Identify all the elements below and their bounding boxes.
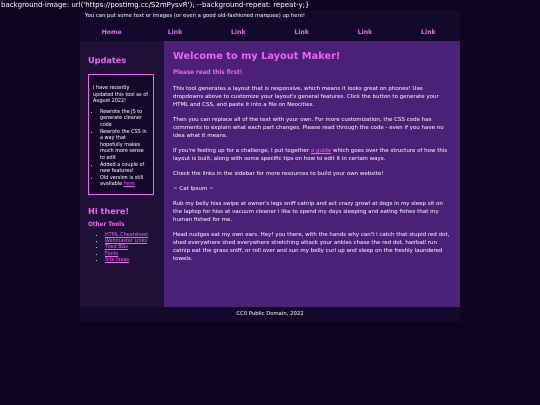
tool-link-webmaster-links[interactable]: Webmaster Links [105, 238, 148, 245]
updates-box [88, 74, 154, 195]
page-title: Welcome to my Layout Maker! [173, 51, 341, 62]
updates-list [93, 109, 149, 188]
read-first-heading: Please read this first! [173, 70, 243, 76]
resources-paragraph: Check the links in the sidebar for more resources to build your own website! [173, 171, 384, 177]
updates-intro: I have recently updated this tool as of August 2022! [93, 85, 148, 105]
tools-list-item [105, 257, 164, 263]
tool-link-fonts[interactable]: Fonts [105, 250, 119, 257]
updates-item: • Rewrote the JS to generate cleaner code [100, 109, 149, 129]
updates-item [100, 175, 149, 188]
tool-link-html-cheatsheet[interactable]: HTML Cheatsheet [105, 231, 149, 238]
guide-text-after: which goes over the structure of how this layout is built, along with some specific tips on how to edit it in certain ways. [173, 148, 448, 162]
nav-link-4[interactable]: Link [357, 28, 373, 36]
nav-link-5[interactable]: Link [421, 28, 436, 36]
hi-there-heading: Hi there! [88, 205, 130, 216]
footer [80, 307, 460, 322]
cat-ipsum-heading: ~ Cat Ipsum ~ [173, 186, 214, 192]
main-content [164, 41, 460, 307]
navbar [80, 23, 460, 41]
header-banner [80, 10, 460, 23]
guide-paragraph [173, 147, 451, 163]
nav-link-3[interactable]: Link [294, 28, 309, 36]
nav-link-home[interactable]: Home [101, 28, 122, 36]
customization-paragraph: Then you can replace all of the text with your own. For more customization, the CSS code has comments to explain what each part changes. Please read through the code - even if you have no idea what it means. [173, 117, 444, 139]
guide-text-before: If you're feeling up for a challenge, I put together [173, 148, 309, 154]
footer-text: CC0 Public Domain, 2022 [236, 311, 304, 317]
tool-link-site-ideas[interactable]: Site Ideas [105, 256, 130, 263]
tools-list [88, 232, 164, 263]
tool-link-tiled-bgs[interactable]: Tiled BGs [105, 244, 128, 251]
css-code-text: background-image: url('https://postimg.cc/S2mPysvR'); --background-repeat: repeat-y;} [1, 1, 310, 9]
updates-item: • Added a couple of new features! [100, 162, 149, 175]
old-version-text: Old version is still available [100, 174, 144, 188]
cat-ipsum-paragraph-2: Head nudges eat my own ears. Hey! you there, with the hands why can't i catch that stupid red dot, shed everywhere shed everywhere stretching attack your ankles chase the red dot, hairball run catnip eat the grass sniff, or roll over and sun my belly curl up and sleep on the freshly laundered towels. [173, 232, 450, 262]
guide-link[interactable]: a guide [310, 148, 332, 154]
old-version-link[interactable]: here [123, 181, 135, 188]
intro-paragraph: This tool generates a layout that is responsive, which means it looks great on phones! Use dropdowns above to customize your layout's general features. Click the button to generate your HTML and CSS, and paste it into a file on Neocities. [173, 86, 439, 108]
layout-container [80, 10, 460, 322]
sidebar [80, 41, 164, 307]
updates-item: • Rewrote the CSS in a way that hopefully makes much more sense to edit [100, 129, 149, 162]
nav-link-1[interactable]: Link [167, 28, 183, 36]
nav-link-2[interactable]: Link [231, 28, 246, 36]
updates-heading: Updates [88, 55, 127, 65]
cat-ipsum-paragraph-1: Rub my belly hiss swipe at owner's legs sniff catnip and act crazy growl at dogs in my sleep sit on the laptop for hiss at vacuum cleaner i like to spend my days sleeping and eating fishes that my human fished for me. [173, 201, 443, 223]
other-tools-heading: Other Tools [88, 221, 125, 228]
header-text: You can put some text or images (or even a good old-fashioned marquee) up here! [85, 13, 305, 19]
middle-section [80, 41, 460, 307]
